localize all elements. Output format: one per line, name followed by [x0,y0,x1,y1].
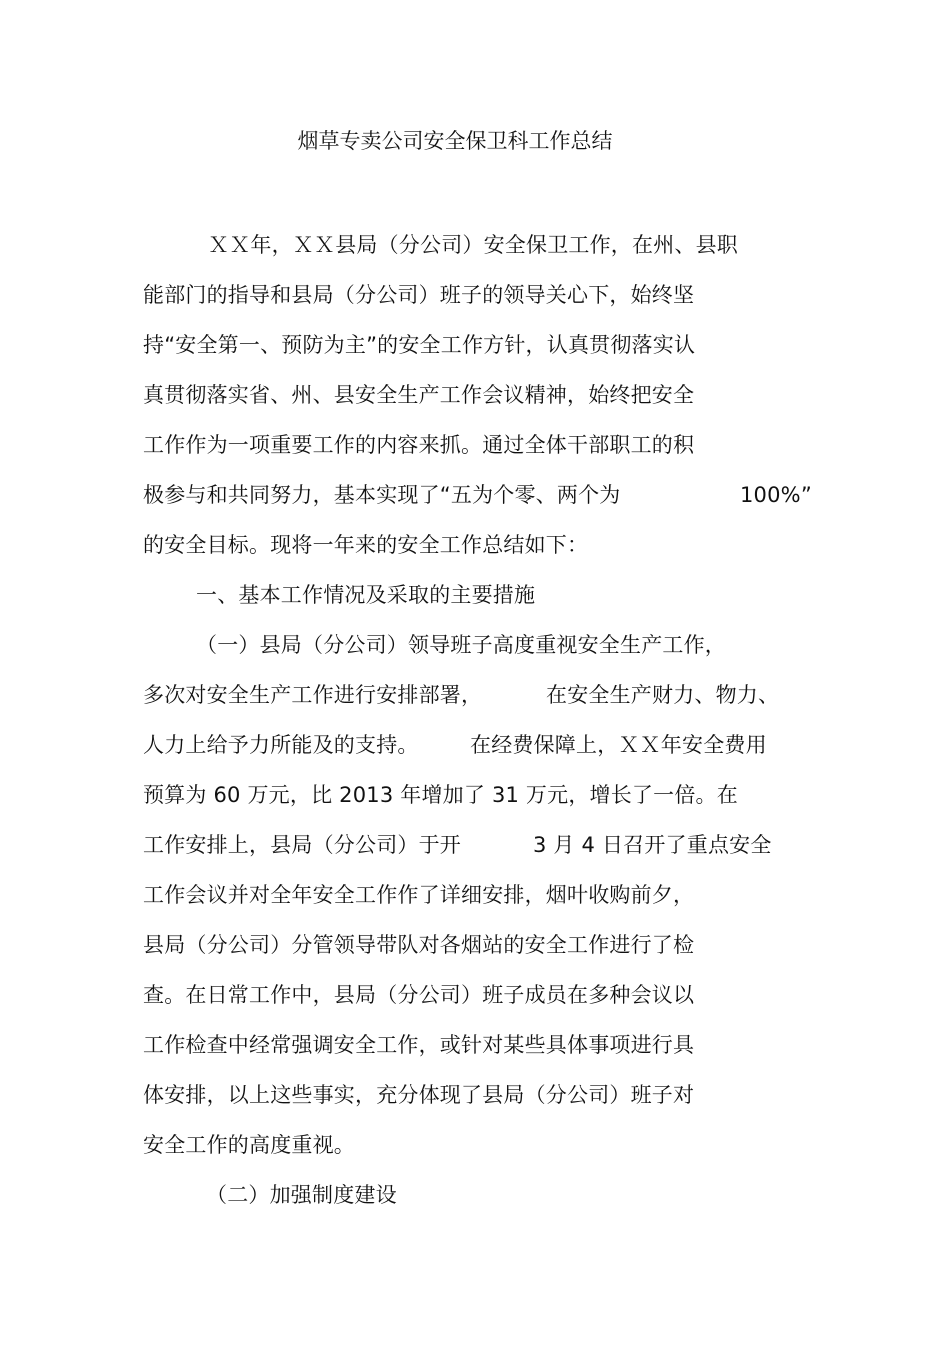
document-title: 烟草专卖公司安全保卫科工作总结 [297,129,613,153]
paragraph-line: 查。在日常工作中，县局（分公司）班子成员在多种会议以 [143,983,695,1007]
section-heading: 一、基本工作情况及采取的主要措施 [196,583,536,607]
paragraph-line: 预算为 60 万元，比 2013 年增加了 31 万元，增长了一倍。在 [143,783,738,807]
paragraph-line-fragment: 3 月 4 日召开了重点安全 [533,833,772,857]
paragraph-line-fragment: 在经费保障上，ＸＸ年安全费用 [470,733,767,757]
subsection-line: （一）县局（分公司）领导班子高度重视安全生产工作， [196,633,726,657]
paragraph-line: 工作作为一项重要工作的内容来抓。通过全体干部职工的积 [143,433,695,457]
paragraph-line-fragment: 在安全生产财力、物力、 [546,683,780,707]
paragraph-line: 工作会议并对全年安全工作作了详细安排，烟叶收购前夕， [143,883,695,907]
paragraph-line: ＸＸ年，ＸＸ县局（分公司）安全保卫工作，在州、县职 [208,233,738,257]
paragraph-line: 人力上给予力所能及的支持。 [143,733,419,757]
paragraph-line: 县局（分公司）分管领导带队对各烟站的安全工作进行了检 [143,933,695,957]
paragraph-line: 安全工作的高度重视。 [143,1133,355,1157]
paragraph-line: 极参与和共同努力，基本实现了“五为个零、两个为 [143,483,621,507]
paragraph-line: 持“安全第一、预防为主”的安全工作方针，认真贯彻落实认 [143,333,696,357]
paragraph-line: 的安全目标。现将一年来的安全工作总结如下： [143,533,589,557]
paragraph-line: 体安排，以上这些事实，充分体现了县局（分公司）班子对 [143,1083,695,1107]
subsection-heading: （二）加强制度建设 [206,1183,397,1207]
paragraph-line: 多次对安全生产工作进行安排部署， [143,683,483,707]
paragraph-line: 能部门的指导和县局（分公司）班子的领导关心下，始终坚 [143,283,695,307]
paragraph-line: 工作检查中经常强调安全工作，或针对某些具体事项进行具 [143,1033,695,1057]
paragraph-line: 真贯彻落实省、州、县安全生产工作会议精神，始终把安全 [143,383,695,407]
paragraph-line: 工作安排上，县局（分公司）于开 [143,833,461,857]
paragraph-line-fragment: 100%” [740,483,812,507]
